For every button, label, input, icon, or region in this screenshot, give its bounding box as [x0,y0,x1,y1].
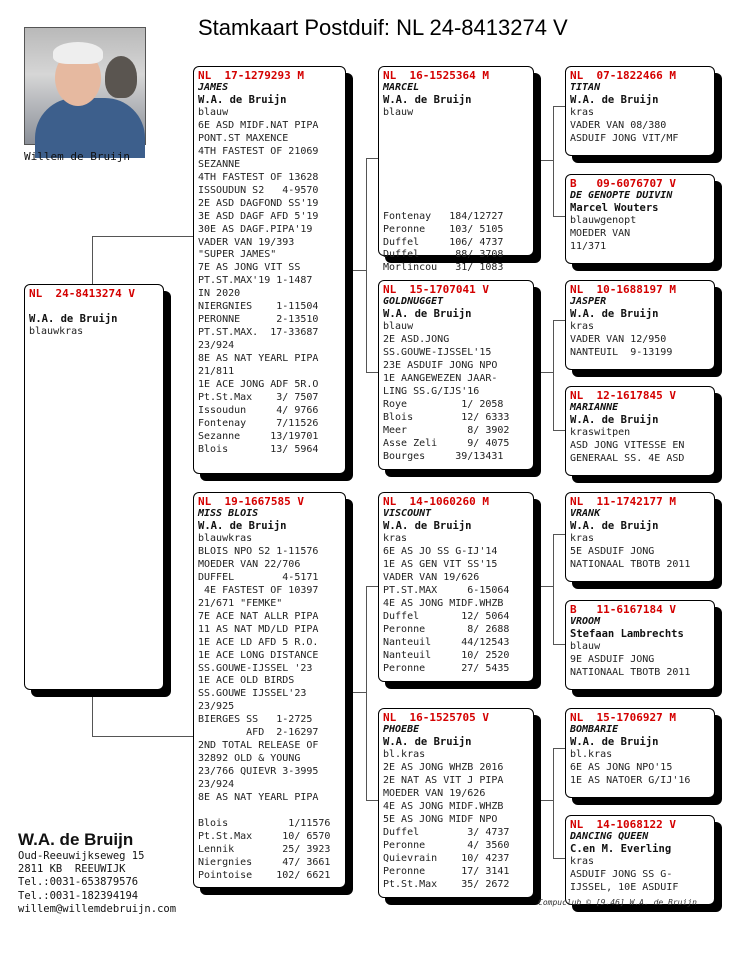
pedigree-line: 23/766 QUIEVR 3-3995 [198,766,319,778]
pedigree-line: PT.ST.MAX'19 1-1487 [198,275,313,287]
breeder-name: W.A. de Bruijn [383,520,472,532]
pedigree-line: MOEDER VAN 22/706 [198,558,301,570]
pedigree-line: Pointoise 102/ 6621 [198,869,331,881]
pedigree-line: IN 2020 [198,288,241,300]
pedigree-line: 2E ASD.JONG [383,333,450,345]
pedigree-line: VADER VAN 19/626 [383,571,480,583]
dam-sire-card [378,492,534,682]
owner-email[interactable]: willem@willemdebruijn.com [18,902,177,915]
pedigree-line [383,198,529,211]
pedigree-line: 1E AS NATOER G/IJ'16 [570,774,691,786]
pedigree-line: LING SS.G/IJS'16 [383,385,480,397]
pedigree-line: 1E AS GEN VIT SS'15 [383,558,498,570]
dam-card [193,492,346,888]
breeder-name: W.A. de Bruijn [570,736,659,748]
pedigree-line: MOEDER VAN 19/626 [383,787,486,799]
pedigree-line: 23/925 [198,701,235,713]
breeder-name: W.A. de Bruijn [383,736,472,748]
pedigree-line: PERONNE 2-13510 [198,314,319,326]
ring-number: NL 10-1688197 M [570,283,676,296]
pigeon-name: PHOEBE [383,724,420,735]
pedigree-line: "SUPER JAMES" [198,249,277,261]
pedigree-line: 6E ASD MIDF.NAT PIPA [198,119,319,131]
ddd-card [565,815,715,905]
breeder-name: W.A. de Bruijn [570,308,659,320]
ring-number: NL 14-1060260 M [383,495,489,508]
breeder-name: W.A. de Bruijn [383,308,472,320]
pigeon-name: VRANK [570,508,601,519]
subject-pigeon-card [24,284,164,690]
sss-card [565,66,715,156]
pedigree-line: 4E AS JONG MIDF.WHZB [383,800,504,812]
pedigree-line: 1E ACE LD AFD 5 R.O. [198,636,319,648]
pedigree-line: Roye 1/ 2058 [383,398,504,410]
pedigree-line: Peronne 8/ 2688 [383,623,510,635]
ring-number: NL 14-1068122 V [570,818,676,831]
pigeon-name: JASPER [570,296,607,307]
pedigree-line [383,185,529,198]
pedigree-line: Duffel 12/ 5064 [383,610,510,622]
pedigree-line: kras [570,856,595,867]
ring-number: NL 16-1525705 V [383,711,489,724]
sdd-card [565,386,715,476]
pedigree-line: ISSOUDUN S2 4-9570 [198,184,319,196]
breeder-name: W.A. de Bruijn [29,312,118,325]
pedigree-line: SS.GOUWE-IJSSEL '23 [198,662,313,674]
breeder-name: W.A. de Bruijn [383,94,472,106]
ring-number: NL 16-1525364 M [383,69,489,82]
pedigree-line: Meer 8/ 3902 [383,424,510,436]
pedigree-line: Nanteuil 10/ 2520 [383,649,510,661]
pedigree-line: PONT.ST MAXENCE [198,132,289,144]
pedigree-line: ASD JONG VITESSE EN [570,439,685,451]
pedigree-line: 7E AS JONG VIT SS [198,262,301,274]
pedigree-line [383,172,529,185]
pigeon-name: MARIANNE [570,402,619,413]
breeder-name: W.A. de Bruijn [570,520,659,532]
pedigree-line: Lennik 25/ 3923 [198,843,331,855]
ring-number: NL 24-8413274 V [29,287,135,300]
ring-number: NL 19-1667585 V [198,495,304,508]
pedigree-line: 2E NAT AS VIT J PIPA [383,774,504,786]
pedigree-line: 4E FASTEST OF 10397 [198,584,319,596]
owner-contact-line: 2811 KB REEUWIJK [18,863,126,876]
owner-contact-line: Tel.:0031-653879576 [18,876,139,889]
pedigree-line: MOEDER VAN [570,227,631,239]
pedigree-line: 5E ASDUIF JONG [570,545,655,557]
pedigree-line: kras [383,533,408,544]
pedigree-line: Niergnies 47/ 3661 [198,856,331,868]
pedigree-line: 23/924 [198,340,235,352]
breeder-name: C.en M. Everling [570,843,672,855]
pedigree-line: 1E ACE JONG ADF 5R.O [198,379,319,391]
pedigree-line: blauw [383,107,414,118]
dam-dam-card [378,708,534,898]
breeder-name: W.A. de Bruijn [570,94,659,106]
pedigree-line: Bourges 39/13431 [383,450,504,462]
pedigree-line: 2ND TOTAL RELEASE OF [198,740,319,752]
pedigree-line: 9E ASDUIF JONG [570,653,655,665]
ring-number: NL 15-1706927 M [570,711,676,724]
pedigree-line: 8E AS NAT YEARL PIPA [198,353,319,365]
pigeon-name: GOLDNUGGET [383,296,444,307]
pedigree-line: ASDUIF JONG VIT/MF [570,132,679,144]
ring-number: NL 17-1279293 M [198,69,304,82]
pedigree-line: 32892 OLD & YOUNG [198,753,301,765]
footer-credit: Compuclub © [9.46] W.A. de Bruijn [538,898,697,907]
pedigree-line: Pt.St.Max 35/ 2672 [383,878,510,890]
pedigree-line: 2E AS JONG WHZB 2016 [383,761,504,773]
owner-contact-line: Oud-Reeuwijkseweg 15 [18,850,145,862]
pedigree-line [383,159,529,172]
dsd-card [565,600,715,690]
owner-contact-block [18,830,176,916]
pedigree-line: 2E ASD DAGFOND SS'19 [198,197,319,209]
pedigree-line: 3E ASD DAGF AFD 5'19 [198,210,319,222]
pigeon-name: BOMBARIE [570,724,619,735]
pedigree-line: blauw [383,321,414,332]
ring-number: B 09-6076707 V [570,177,676,190]
pedigree-line: blauw [198,107,229,118]
pigeon-name: MARCEL [383,82,420,93]
pigeon-name: DE GENOPTE DUIVIN [570,190,673,201]
pedigree-line: Morlincou 31/ 1083 [383,262,504,274]
pedigree-line [383,120,529,133]
pigeon-name: JAMES [198,82,229,93]
pedigree-line: Sezanne 13/19701 [198,430,319,442]
pedigree-line [198,805,341,818]
pedigree-line: DUFFEL 4-5171 [198,571,319,583]
pedigree-line: 21/811 [198,366,235,378]
ring-number: NL 11-1742177 M [570,495,676,508]
pedigree-line: 1E AANGEWEZEN JAAR- [383,372,498,384]
dss-card [565,492,715,582]
pigeon-name: VROOM [570,616,601,627]
pedigree-line: 5E AS JONG MIDF NPO [383,813,498,825]
pedigree-line: blauwkras [198,533,253,544]
pedigree-line: 4TH FASTEST OF 21069 [198,145,319,157]
ring-number: B 11-6167184 V [570,603,676,616]
pedigree-line: 23E ASDUIF JONG NPO [383,359,498,371]
pigeon-name: TITAN [570,82,601,93]
pedigree-line: Duffel 88/ 3708 [383,249,504,261]
pedigree-line: NATIONAAL TBOTB 2011 [570,558,691,570]
pedigree-line: Duffel 106/ 4737 [383,236,504,248]
breeder-name: W.A. de Bruijn [198,94,287,106]
pedigree-line: 6E AS JONG NPO'15 [570,761,673,773]
breeder-name: W.A. de Bruijn [198,520,287,532]
pedigree-line: kras [570,533,595,544]
pedigree-line: Asse Zeli 9/ 4075 [383,437,510,449]
pedigree-line: ASDUIF JONG SS G- [570,868,673,880]
pedigree-line: BLOIS NPO S2 1-11576 [198,545,319,557]
pedigree-line: blauwkras [29,325,84,337]
pedigree-line: Fontenay 7/11526 [198,417,319,429]
pedigree-line: Nanteuil 44/12543 [383,636,510,648]
pedigree-line: Pt.St.Max 10/ 6570 [198,830,331,842]
pedigree-line: Peronne 103/ 5105 [383,223,504,235]
pigeon-name: MISS BLOIS [198,508,259,519]
pedigree-line: SEZANNE [198,158,241,170]
pedigree-line [383,146,529,159]
pedigree-line: blauwgenopt [570,215,637,226]
pedigree-line: 23/924 [198,779,235,791]
pedigree-line: VADER VAN 08/380 [570,119,667,131]
pedigree-line: kraswitpen [570,427,631,438]
ring-number: NL 12-1617845 V [570,389,676,402]
pigeon-name: VISCOUNT [383,508,432,519]
owner-photo [24,27,146,145]
pedigree-line: Blois 12/ 6333 [383,411,510,423]
pedigree-line: IJSSEL, 10E ASDUIF [570,881,679,893]
sds-card [565,280,715,370]
pedigree-line: NIERGNIES 1-11504 [198,301,319,313]
pedigree-line: 21/671 "FEMKE" [198,597,283,609]
sire-sire-card [378,66,534,274]
owner-contact-line: Tel.:0031-182394194 [18,889,139,902]
sire-dam-card [378,280,534,470]
breeder-name: Stefaan Lambrechts [570,628,684,640]
pedigree-line: Fontenay 184/12727 [383,210,504,222]
pedigree-line: 8E AS NAT YEARL PIPA [198,792,319,804]
pedigree-line: blauw [570,641,601,652]
pedigree-line: kras [570,321,595,332]
pedigree-line: 11/371 [570,240,607,252]
pigeon-name: DANCING QUEEN [570,831,649,842]
ring-number: NL 07-1822466 M [570,69,676,82]
pedigree-line: Issoudun 4/ 9766 [198,404,319,416]
breeder-name: W.A. de Bruijn [570,414,659,426]
pedigree-line: SS.GOUWE-IJSSEL'15 [383,346,492,358]
pedigree-line: 11 AS NAT MD/LD PIPA [198,623,319,635]
pedigree-line: SS.GOUWE IJSSEL'23 [198,688,307,700]
pedigree-line: Peronne 17/ 3141 [383,865,510,877]
pedigree-line: Blois 1/11576 [198,817,331,829]
pedigree-line: 4E AS JONG MIDF.WHZB [383,597,504,609]
pedigree-line: Quievrain 10/ 4237 [383,852,510,864]
sire-card [193,66,346,474]
pedigree-line: 6E AS JO SS G-IJ'14 [383,545,498,557]
pedigree-line: AFD 2-16297 [198,727,319,739]
pedigree-line: BIERGES SS 1-2725 [198,714,313,726]
pedigree-line: Blois 13/ 5964 [198,443,319,455]
page-title: Stamkaart Postduif: NL 24-8413274 V [198,15,568,40]
pedigree-line: kras [570,107,595,118]
pedigree-line: NANTEUIL 9-13199 [570,346,673,358]
pedigree-line: 30E AS DAGF.PIPA'19 [198,223,313,235]
pedigree-line: PT.ST.MAX 6-15064 [383,584,510,596]
pedigree-line: Pt.St.Max 3/ 7507 [198,391,319,403]
ssd-card [565,174,715,264]
pedigree-line: NATIONAAL TBOTB 2011 [570,666,691,678]
photo-caption: Willem de Bruijn [24,150,130,163]
pedigree-line: bl.kras [570,749,613,760]
ring-number: NL 15-1707041 V [383,283,489,296]
owner-name: W.A. de Bruijn [18,830,134,849]
breeder-name: Marcel Wouters [570,202,659,214]
pedigree-line: GENERAAL SS. 4E ASD [570,452,685,464]
pedigree-line: Peronne 27/ 5435 [383,662,510,674]
pedigree-line: PT.ST.MAX. 17-33687 [198,327,319,339]
pedigree-line: VADER VAN 12/950 [570,333,667,345]
pedigree-line [383,133,529,146]
pedigree-line: bl.kras [383,749,426,760]
pedigree-line: VADER VAN 19/393 [198,236,295,248]
dds-card [565,708,715,798]
pedigree-line: 1E ACE OLD BIRDS [198,675,295,687]
pedigree-line: Peronne 4/ 3560 [383,839,510,851]
pedigree-line: Duffel 3/ 4737 [383,826,510,838]
pedigree-line: 7E ACE NAT ALLR PIPA [198,610,319,622]
pedigree-line: 4TH FASTEST OF 13628 [198,171,319,183]
pedigree-line: 1E ACE LONG DISTANCE [198,649,319,661]
